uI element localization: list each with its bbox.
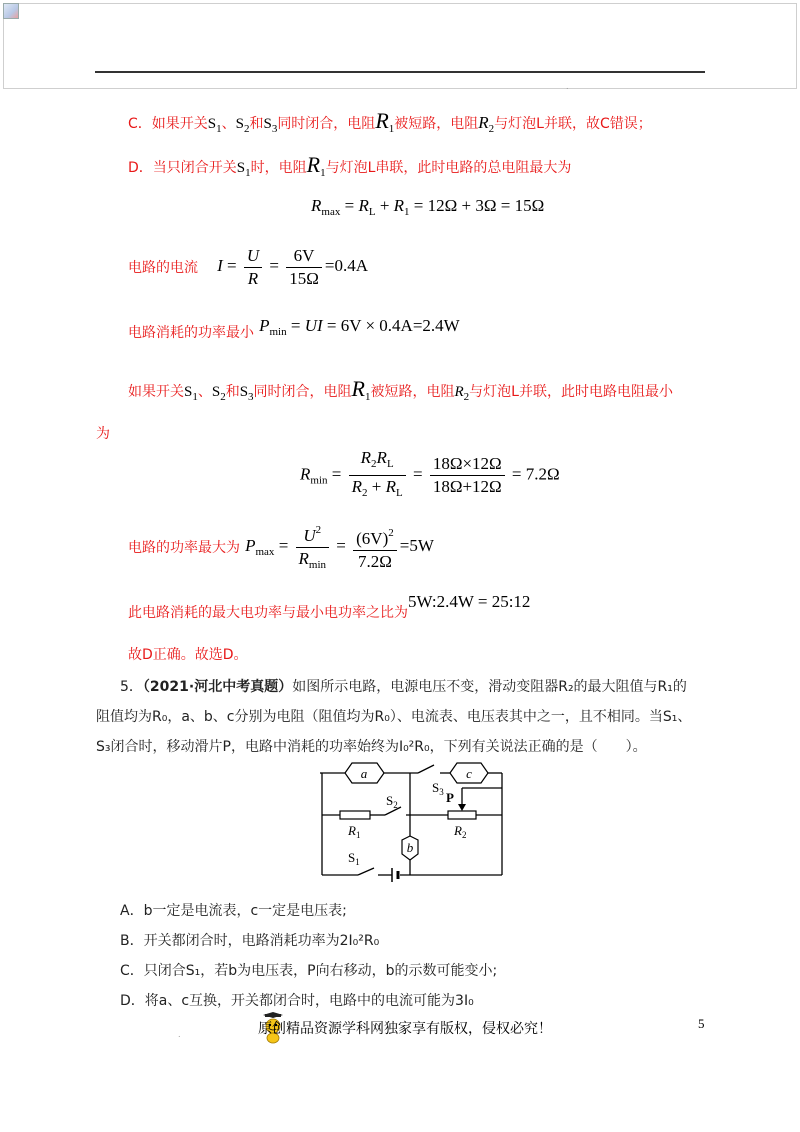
resistor-r1-label: $R_1$ <box>348 823 361 840</box>
current-line: 电路的电流 I = $\frac{U}{R}$ = $\frac{6V}{15\Omega}$ =0.4A <box>128 246 368 288</box>
header-frame <box>3 3 797 89</box>
copyright-footer: 原创精品资源学科网独家享有版权，侵权必究！ <box>258 1021 552 1037</box>
conclusion: 故D正确。故选D。 <box>128 647 248 663</box>
footer-dot: . <box>178 1030 181 1039</box>
switch-s1-label: $S_1$ <box>348 850 360 867</box>
header-divider <box>95 71 705 73</box>
question-5-line2: 阻值均为R₀，a、b、c分别为电阻（阻值均为R₀）、电流表、电压表其中之一，且不相同。当S₁、 <box>96 709 692 725</box>
header-dot: . <box>566 82 569 91</box>
slider-p-label: P <box>446 790 454 805</box>
option-b: B．开关都闭合时，电路消耗功率为2I₀²R₀ <box>120 933 380 949</box>
circuit-diagram <box>310 760 530 890</box>
switch-s3-label: $S_3$ <box>432 780 444 797</box>
resistor-r2-label: $R_2$ <box>454 823 467 840</box>
page-number: 5 <box>698 1016 705 1031</box>
equation-rmin: $R_{min}$ = $\frac{R_2R_L}{R_2 + R_L}$ = $\frac{18\Omega\times 12\Omega}{18\Omega+12\Omega}$ = 7.2Ω <box>300 448 560 499</box>
continuation-wei: 为 <box>96 426 110 442</box>
pmax-line: 电路的功率最大为 $P_{max}$ = $\frac{U^2}{R_{min}}$ = $\frac{(6V)^2}{7.2\Omega}$ =5W <box>128 520 434 575</box>
meter-c-label: c <box>466 766 472 781</box>
option-a: A．b一定是电流表，c一定是电压表; <box>120 903 347 919</box>
question-5-line1: 5．（2021·河北中考真题）如图所示电路，电源电压不变，滑动变阻器R₂的最大阻值与R₁的 <box>120 679 687 695</box>
meter-b-label: b <box>406 840 414 855</box>
option-d: D．将a、c互换，开关都闭合时，电路中的电流可能为3I₀ <box>120 993 474 1009</box>
question-5-line3: S₃闭合时，移动滑片P，电路中消耗的功率始终为I₀²R₀，下列有关说法正确的是（ ）。 <box>96 739 647 755</box>
equation-rmax: $R_{max} = R_L + R_1 = 12\Omega + 3\Omega = 15\Omega$ <box>311 196 545 218</box>
option-c: C．只闭合S₁，若b为电压表，P向右移动，b的示数可能变小; <box>120 963 498 979</box>
ratio-label: 此电路消耗的最大电功率与最小电功率之比为 <box>128 605 408 621</box>
broken-image-icon <box>3 3 19 19</box>
meter-a-label: a <box>360 766 368 781</box>
pmin-line: 电路消耗的功率最小 $P_{min}$ = UI = 6V × 0.4A=2.4W <box>128 316 460 341</box>
all-switches-closed-line: 如果开关$S_1$、$S_2$和$S_3$同时闭合，电阻$R_1$被短路，电阻$R_2$与灯泡L并联，此时电路电阻最小 <box>128 376 673 403</box>
switch-s2-label: $S_2$ <box>386 793 398 810</box>
option-d-explanation: D．当只闭合开关$S_1$时，电阻$R_1$与灯泡L串联，此时电路的总电阻最大为 <box>128 152 572 179</box>
option-c-explanation: C．如果开关$S_1$、$S_2$和$S_3$同时闭合，电阻$R_1$被短路，电阻$R_2$与灯泡L并联，故C错误； <box>128 108 652 135</box>
equation-ratio: 5W:2.4W = 25:12 <box>408 592 531 611</box>
